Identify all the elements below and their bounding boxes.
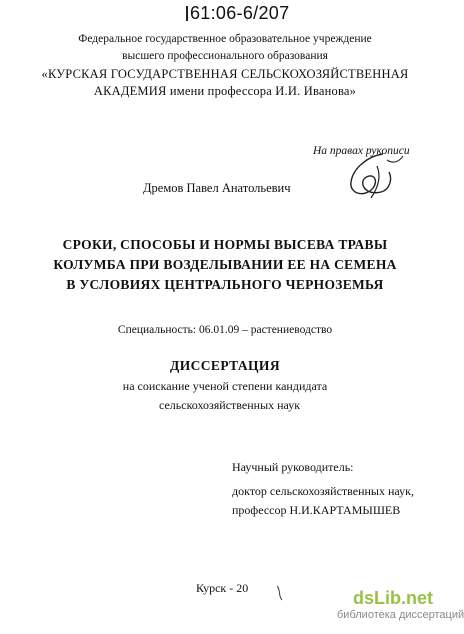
specialty: Специальность: 06.01.09 – растениеводство: [117, 324, 333, 336]
dissertation-title-line-1: СРОКИ, СПОСОБЫ И НОРМЫ ВЫСЕВА ТРАВЫ: [62, 237, 388, 252]
institution-line-3: «КУРСКАЯ ГОСУДАРСТВЕННАЯ СЕЛЬСКОХОЗЯЙСТВЕННАЯ: [41, 67, 409, 81]
place-year: Курск - 20: [196, 581, 249, 595]
rights-note: На правах рукописи: [313, 145, 410, 157]
call-number-bar: [186, 6, 188, 21]
dissertation-title-line-2: КОЛУМБА ПРИ ВОЗДЕЛЫВАНИИ ЕЕ НА СЕМЕНА: [53, 257, 397, 272]
institution-line-1: Федеральное государственное образовательное учреждение: [78, 33, 372, 45]
supervisor-degree: доктор сельскохозяйственных наук,: [232, 484, 414, 498]
watermark-brand[interactable]: dsLib.net: [353, 588, 433, 608]
dissertation-title-line-3: В УСЛОВИЯХ ЦЕНТРАЛЬНОГО ЧЕРНОЗЕМЬЯ: [66, 277, 384, 292]
degree-purpose-line-2: сельскохозяйственных наук: [159, 398, 301, 412]
institution-line-2: высшего профессионального образования: [122, 50, 328, 62]
author-name: Дремов Павел Анатольевич: [143, 181, 291, 195]
margin-mark-icon: [275, 584, 285, 602]
supervisor-name: профессор Н.И.КАРТАМЫШЕВ: [232, 503, 401, 517]
document-type: ДИССЕРТАЦИЯ: [170, 358, 280, 373]
supervisor-label: Научный руководитель:: [232, 460, 354, 474]
call-number: [186, 3, 289, 24]
call-number-text: 61:06-6/207: [190, 3, 290, 23]
institution-line-4: АКАДЕМИЯ имени профессора И.И. Иванова»: [93, 84, 357, 98]
signature-icon: [343, 150, 405, 202]
watermark-tagline: библиотека диссертаций: [337, 609, 464, 621]
degree-purpose-line-1: на соискание ученой степени кандидата: [122, 379, 328, 393]
